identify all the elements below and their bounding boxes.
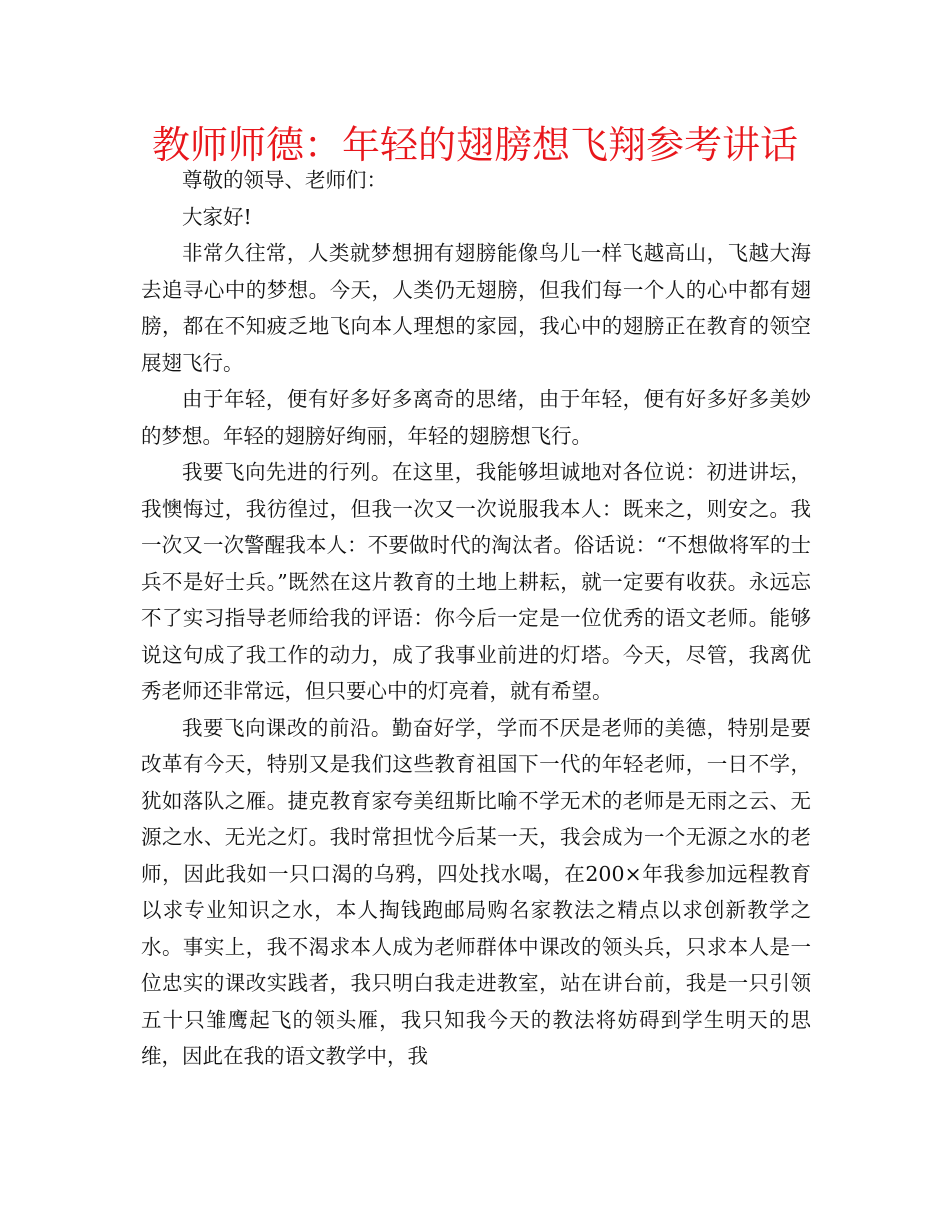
paragraph: 我要飞向先进的行列。在这里，我能够坦诚地对各位说：初进讲坛，我懊悔过，我彷徨过，但我一次又一次说服我本人：既来之，则安之。我一次又一次警醒我本人：不要做时代的淘汰者。俗话说：“不想做将军的士兵不是好士兵。”既然在这片教育的土地上耕耘，就一定要有收获。永远忘不了实习指导老师给我的评语：你今后一定是一位优秀的语文老师。能够说这句成了我工作的动力，成了我事业前进的灯塔。今天，尽管，我离优秀老师还非常远，但只要心中的灯亮着，就有希望。 [141,460,811,703]
paragraph: 非常久往常，人类就梦想拥有翅膀能像鸟儿一样飞越高山，飞越大海去追寻心中的梦想。今天，人类仍无翅膀，但我们每一个人的心中都有翅膀，都在不知疲乏地飞向本人理想的家园，我心中的翅膀正在教育的领空展翅飞行。 [141,241,811,375]
salutation: 尊敬的领导、老师们： [182,168,387,192]
greeting: 大家好! [182,204,252,229]
paragraph: 由于年轻，便有好多好多离奇的思绪，由于年轻，便有好多好多美妙的梦想。年轻的翅膀好绚丽，年轻的翅膀想飞行。 [141,387,811,448]
paragraph: 我要飞向课改的前沿。勤奋好学，学而不厌是老师的美德，特别是要改革有今天，特别又是我们这些教育祖国下一代的年轻老师，一日不学，犹如落队之雁。捷克教育家夸美纽斯比喻不学无术的老师是无雨之云、无源之水、无光之灯。我时常担忧今后某一天，我会成为一个无源之水的老师，因此我如一只口渴的乌鸦，四处找水喝，在200×年我参加远程教育以求专业知识之水，本人掏钱跑邮局购名家教法之精点以求创新教学之水。事实上，我不渴求本人成为老师群体中课改的领头兵，只求本人是一位忠实的课改实践者，我只明白我走进教室，站在讲台前，我是一只引领五十只雏鹰起飞的领头雁，我只知我今天的教法将妨碍到学生明天的思维，因此在我的语文教学中，我 [141,715,811,1068]
document-body [141,162,811,1075]
document-title: 教师师德：年轻的翅膀想飞翔参考讲话 [151,123,798,167]
